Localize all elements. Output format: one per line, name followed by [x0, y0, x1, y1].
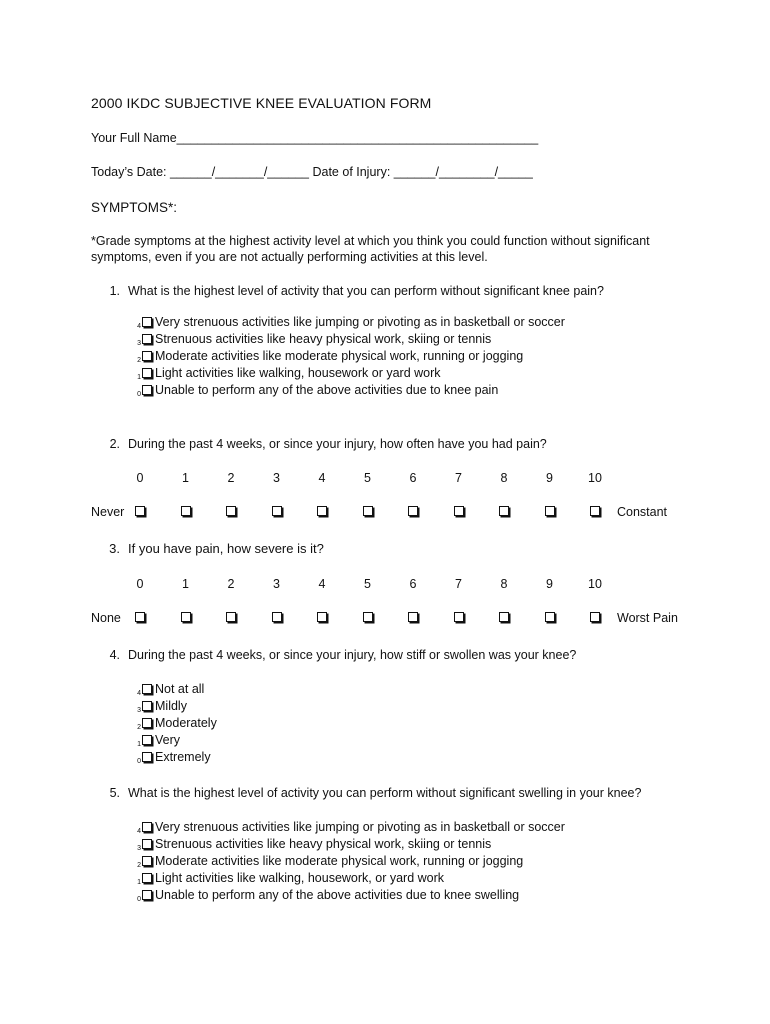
dates-field[interactable]: Today’s Date: ______/_______/______ Date of Injury: ______/________/_____ — [91, 165, 533, 179]
q3-scale-checkbox-icon[interactable] — [590, 612, 600, 622]
question-2-text: During the past 4 weeks, or since your injury, how often have you had pain? — [128, 437, 547, 451]
question-1-option[interactable]: 1 Light activities like walking, housework or yard work — [137, 366, 441, 381]
q3-scale-number: 9 — [546, 577, 553, 591]
checkbox-icon[interactable] — [142, 890, 152, 900]
q3-scale-number: 1 — [182, 577, 189, 591]
question-4-options — [135, 681, 217, 766]
q3-scale-number: 5 — [364, 577, 371, 591]
question-5-number: 5. — [109, 786, 120, 800]
question-1-option[interactable]: 3 Strenuous activities like heavy physical work, skiing or tennis — [137, 332, 492, 347]
q3-scale-number: 10 — [588, 577, 602, 591]
q3-scale-number: 6 — [409, 577, 417, 591]
q3-scale-number: 4 — [318, 577, 326, 591]
question-4-option[interactable]: 4 Not at all — [137, 682, 205, 697]
q2-scale-number: 8 — [500, 471, 508, 485]
q3-scale-checkbox-icon[interactable] — [226, 612, 236, 622]
q3-scale-number: 8 — [500, 577, 508, 591]
question-5-option[interactable]: 4 Very strenuous activities like jumping or pivoting as in basketball or soccer — [137, 820, 565, 835]
question-5-option[interactable]: 0 Unable to perform any of the above activities due to knee swelling — [137, 888, 520, 903]
question-3-left-label: None — [91, 611, 121, 625]
instructions-line-1: *Grade symptoms at the highest activity level at which you think you could function without significant — [91, 234, 650, 248]
question-4-option[interactable]: 3 Mildly — [137, 699, 187, 714]
form-title: 2000 IKDC SUBJECTIVE KNEE EVALUATION FORM — [91, 95, 432, 111]
question-5 — [98, 786, 641, 800]
checkbox-icon[interactable] — [142, 839, 152, 849]
question-1-number: 1. — [109, 284, 120, 298]
q2-scale-number: 7 — [455, 471, 462, 485]
question-5-text: What is the highest level of activity you can perform without significant swelling in your knee? — [128, 786, 642, 800]
q3-scale-checkbox-icon[interactable] — [181, 612, 191, 622]
checkbox-icon[interactable] — [142, 701, 152, 711]
question-3-text: If you have pain, how severe is it? — [128, 541, 324, 556]
q2-scale-number: 0 — [136, 471, 144, 485]
q3-scale-checkbox-icon[interactable] — [545, 612, 555, 622]
q3-scale-checkbox-icon[interactable] — [408, 612, 418, 622]
full-name-field[interactable]: Your Full Name____________________________________________________ — [91, 131, 539, 145]
question-1-option[interactable]: 2 Moderate activities like moderate physical work, running or jogging — [137, 349, 524, 364]
q2-scale-number: 2 — [227, 471, 235, 485]
question-2-left-label: Never — [91, 505, 125, 519]
checkbox-icon[interactable] — [142, 735, 152, 745]
q3-scale-checkbox-icon[interactable] — [363, 612, 373, 622]
q3-scale-checkbox-icon[interactable] — [454, 612, 464, 622]
checkbox-icon[interactable] — [142, 752, 152, 762]
question-4-option[interactable]: 2 Moderately — [137, 716, 217, 731]
q3-scale-checkbox-icon[interactable] — [499, 612, 509, 622]
checkbox-icon[interactable] — [142, 822, 152, 832]
checkbox-icon[interactable] — [142, 718, 152, 728]
q3-scale-number: 2 — [227, 577, 235, 591]
q2-scale-number: 9 — [546, 471, 553, 485]
question-4-number: 4. — [109, 648, 120, 662]
instructions-line-2: symptoms, even if you are not actually performing activities at this level. — [91, 250, 488, 264]
question-5-options — [135, 819, 565, 904]
question-2-number: 2. — [109, 437, 120, 451]
question-5-option[interactable]: 3 Strenuous activities like heavy physical work, skiing or tennis — [137, 837, 492, 852]
question-1-text: What is the highest level of activity that you can perform without significant knee pain? — [128, 284, 604, 298]
checkbox-icon[interactable] — [142, 684, 152, 694]
q3-scale-checkbox-icon[interactable] — [317, 612, 327, 622]
question-3-right-label: Worst Pain — [617, 611, 678, 625]
section-heading: SYMPTOMS*: — [91, 200, 178, 215]
checkbox-icon[interactable] — [142, 856, 152, 866]
question-3-number: 3. — [109, 541, 120, 556]
question-4-option[interactable]: 1 Very — [137, 733, 181, 748]
q2-scale-number: 3 — [273, 471, 280, 485]
q2-scale-number: 4 — [318, 471, 326, 485]
q3-scale-checkbox-icon[interactable] — [135, 612, 145, 622]
q3-scale-checkbox-icon[interactable] — [272, 612, 282, 622]
q3-scale-number: 7 — [455, 577, 462, 591]
q3-scale-number: 3 — [273, 577, 280, 591]
question-2-right-label: Constant — [617, 505, 668, 519]
question-4-option[interactable]: 0 Extremely — [137, 750, 211, 765]
question-1-option[interactable]: 0 Unable to perform any of the above activities due to knee pain — [137, 383, 499, 398]
question-5-option[interactable]: 2 Moderate activities like moderate physical work, running or jogging — [137, 854, 524, 869]
q2-scale-number: 10 — [588, 471, 602, 485]
q2-scale-number: 1 — [182, 471, 189, 485]
question-4 — [98, 648, 576, 662]
q2-scale-number: 5 — [364, 471, 371, 485]
question-5-option[interactable]: 1 Light activities like walking, housework, or yard work — [137, 871, 445, 886]
question-1-option[interactable]: 4 Very strenuous activities like jumping or pivoting as in basketball or soccer — [137, 315, 565, 330]
question-4-text: During the past 4 weeks, or since your injury, how stiff or swollen was your knee? — [128, 648, 577, 662]
q2-scale-number: 6 — [409, 471, 417, 485]
checkbox-icon[interactable] — [142, 873, 152, 883]
q3-scale-number: 0 — [136, 577, 144, 591]
